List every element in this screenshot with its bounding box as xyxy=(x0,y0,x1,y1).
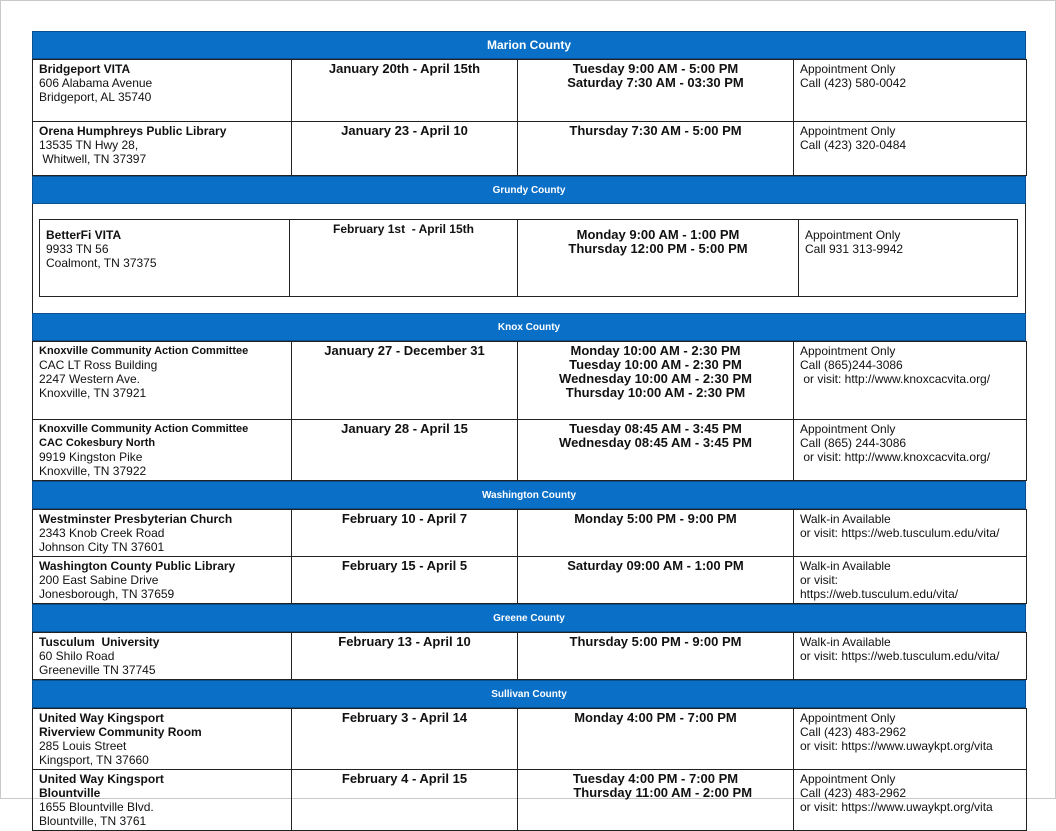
vita-sites-document xyxy=(32,31,1026,831)
date-range: February 13 - April 10 xyxy=(292,633,518,680)
site-cell xyxy=(33,557,292,604)
hours-line: Monday 5:00 PM - 9:00 PM xyxy=(574,511,737,526)
hours-cell xyxy=(518,420,794,481)
site-name: Westminster Presbyterian Church xyxy=(39,512,233,526)
date-range: February 10 - April 7 xyxy=(292,510,518,557)
hours-cell xyxy=(518,220,799,297)
notes-line: Walk-in Available xyxy=(800,559,891,573)
notes-link-line: or visit: https://web.tusculum.edu/vita/ xyxy=(800,649,1000,663)
hours-line: Thursday 12:00 PM - 5:00 PM xyxy=(568,241,748,256)
notes-link-line: or visit: http://www.knoxcacvita.org/ xyxy=(800,450,991,464)
site-address-line: CAC LT Ross Building xyxy=(39,358,158,372)
notes-cell xyxy=(794,342,1027,420)
hours-line: Tuesday 9:00 AM - 5:00 PM xyxy=(572,61,739,76)
county-header-knox xyxy=(32,313,1026,341)
date-range: January 27 - December 31 xyxy=(292,342,518,420)
hours-cell xyxy=(518,709,794,770)
hours-line: Saturday 7:30 AM - 03:30 PM xyxy=(567,75,744,90)
notes-link-line: or visit: https://www.uwaykpt.org/vita xyxy=(800,800,993,814)
site-name: United Way Kingsport xyxy=(39,711,164,725)
site-cell xyxy=(33,510,292,557)
table-row xyxy=(33,342,1027,420)
table-row xyxy=(40,220,1018,297)
grundy-container xyxy=(32,204,1026,313)
county-header-marion xyxy=(32,31,1026,59)
site-address-line: 13535 TN Hwy 28, xyxy=(39,138,139,152)
hours-line: Tuesday 4:00 PM - 7:00 PM xyxy=(572,771,739,786)
notes-cell xyxy=(794,122,1027,176)
notes-line: Call (865)244-3086 xyxy=(800,358,903,372)
hours-cell xyxy=(518,342,794,420)
site-address-line: Knoxville, TN 37921 xyxy=(39,386,147,400)
site-name: United Way Kingsport xyxy=(39,772,164,786)
site-subname: Blountville xyxy=(39,786,101,800)
county-title: Greene County xyxy=(493,612,565,624)
notes-cell xyxy=(794,60,1027,122)
site-name: Orena Humphreys Public Library xyxy=(39,124,227,138)
hours-line: Wednesday 08:45 AM - 3:45 PM xyxy=(559,435,752,450)
site-address-line: Greeneville TN 37745 xyxy=(39,663,156,677)
site-address-line: Whitwell, TN 37397 xyxy=(39,152,147,166)
site-address-line: Kingsport, TN 37660 xyxy=(39,753,149,767)
notes-line: Appointment Only xyxy=(800,344,896,358)
county-table-grundy xyxy=(39,219,1018,297)
hours-line: Thursday 11:00 AM - 2:00 PM xyxy=(558,785,753,800)
hours-cell xyxy=(518,770,794,831)
hours-line: Thursday 10:00 AM - 2:30 PM xyxy=(565,385,746,400)
site-cell xyxy=(33,709,292,770)
site-cell xyxy=(33,420,292,481)
site-address-line: 200 East Sabine Drive xyxy=(39,573,159,587)
hours-line: Monday 10:00 AM - 2:30 PM xyxy=(570,343,741,358)
site-name: Knoxville Community Action Committee xyxy=(39,345,249,357)
county-title: Sullivan County xyxy=(491,688,567,700)
county-header-washington xyxy=(32,481,1026,509)
date-range: February 3 - April 14 xyxy=(292,709,518,770)
site-address-line: Knoxville, TN 37922 xyxy=(39,464,147,478)
hours-line: Monday 9:00 AM - 1:00 PM xyxy=(576,227,740,242)
site-name: Bridgeport VITA xyxy=(39,62,131,76)
hours-cell xyxy=(518,60,794,122)
county-header-grundy xyxy=(32,176,1026,204)
notes-cell xyxy=(794,510,1027,557)
site-name: BetterFi VITA xyxy=(46,228,122,242)
notes-cell xyxy=(794,709,1027,770)
hours-line: Thursday 5:00 PM - 9:00 PM xyxy=(569,634,742,649)
notes-cell xyxy=(794,420,1027,481)
site-address-line: Blountville, TN 3761 xyxy=(39,814,147,828)
hours-line: Wednesday 10:00 AM - 2:30 PM xyxy=(559,371,752,386)
table-row xyxy=(33,633,1027,680)
notes-line: Call (423) 483-2962 xyxy=(800,725,907,739)
date-range: February 1st - April 15th xyxy=(290,220,518,297)
notes-cell xyxy=(799,220,1018,297)
notes-cell xyxy=(794,770,1027,831)
date-range: January 23 - April 10 xyxy=(292,122,518,176)
site-address-line: Jonesborough, TN 37659 xyxy=(39,587,175,601)
county-header-sullivan xyxy=(32,680,1026,708)
table-row xyxy=(33,510,1027,557)
hours-cell xyxy=(518,633,794,680)
site-address-line: 606 Alabama Avenue xyxy=(39,76,153,90)
notes-line: Appointment Only xyxy=(805,228,901,242)
notes-link-line: or visit: https://web.tusculum.edu/vita/ xyxy=(800,526,1000,540)
notes-link-line: https://web.tusculum.edu/vita/ xyxy=(800,587,959,601)
county-table-knox xyxy=(32,341,1027,481)
site-subname: CAC Cokesbury North xyxy=(39,437,156,449)
site-address-line: 9919 Kingston Pike xyxy=(39,450,143,464)
notes-link-line: or visit: http://www.knoxcacvita.org/ xyxy=(800,372,991,386)
notes-line: Appointment Only xyxy=(800,772,896,786)
date-range: January 20th - April 15th xyxy=(292,60,518,122)
site-address-line: 2343 Knob Creek Road xyxy=(39,526,165,540)
hours-cell xyxy=(518,557,794,604)
notes-line: Appointment Only xyxy=(800,711,896,725)
county-table-washington xyxy=(32,509,1027,604)
site-address-line: 285 Louis Street xyxy=(39,739,127,753)
site-cell xyxy=(33,633,292,680)
notes-line: Appointment Only xyxy=(800,422,896,436)
hours-cell xyxy=(518,510,794,557)
site-name: Washington County Public Library xyxy=(39,559,236,573)
hours-cell xyxy=(518,122,794,176)
notes-cell xyxy=(794,557,1027,604)
notes-link-line: or visit: https://www.uwaykpt.org/vita xyxy=(800,739,993,753)
site-address-line: 1655 Blountville Blvd. xyxy=(39,800,154,814)
site-cell xyxy=(33,60,292,122)
notes-line: Call (865) 244-3086 xyxy=(800,436,907,450)
hours-line: Monday 4:00 PM - 7:00 PM xyxy=(574,710,737,725)
site-address-line: 9933 TN 56 xyxy=(46,242,109,256)
site-address-line: 2247 Western Ave. xyxy=(39,372,140,386)
county-title: Washington County xyxy=(481,489,577,501)
site-cell xyxy=(33,122,292,176)
county-table-greene xyxy=(32,632,1027,680)
table-row xyxy=(33,122,1027,176)
notes-line: Call (423) 320-0484 xyxy=(800,138,907,152)
hours-line: Saturday 09:00 AM - 1:00 PM xyxy=(567,558,744,573)
county-title: Marion County xyxy=(487,38,571,52)
county-table-marion xyxy=(32,59,1027,176)
hours-line: Tuesday 08:45 AM - 3:45 PM xyxy=(569,421,742,436)
county-title: Grundy County xyxy=(492,184,566,196)
table-row xyxy=(33,770,1027,831)
site-subname: Riverview Community Room xyxy=(39,725,202,739)
site-cell xyxy=(33,770,292,831)
hours-line: Tuesday 10:00 AM - 2:30 PM xyxy=(569,357,742,372)
date-range: January 28 - April 15 xyxy=(292,420,518,481)
notes-line: Call (423) 483-2962 xyxy=(800,786,907,800)
notes-line: Call 931 313-9942 xyxy=(805,242,904,256)
date-range: February 15 - April 5 xyxy=(292,557,518,604)
table-row xyxy=(33,557,1027,604)
date-range: February 4 - April 15 xyxy=(292,770,518,831)
table-row xyxy=(33,420,1027,481)
site-address-line: Johnson City TN 37601 xyxy=(39,540,165,554)
county-title: Knox County xyxy=(497,321,561,333)
site-address-line: 60 Shilo Road xyxy=(39,649,115,663)
notes-line: Appointment Only xyxy=(800,124,896,138)
notes-line: Call (423) 580-0042 xyxy=(800,76,907,90)
table-row xyxy=(33,709,1027,770)
notes-line: Appointment Only xyxy=(800,62,896,76)
site-cell xyxy=(40,220,290,297)
site-name: Tusculum University xyxy=(39,635,160,649)
notes-cell xyxy=(794,633,1027,680)
site-address-line: Coalmont, TN 37375 xyxy=(46,256,157,270)
hours-line: Thursday 7:30 AM - 5:00 PM xyxy=(569,123,742,138)
notes-line: Walk-in Available xyxy=(800,512,891,526)
table-row xyxy=(33,60,1027,122)
notes-line: Walk-in Available xyxy=(800,635,891,649)
county-header-greene xyxy=(32,604,1026,632)
county-table-sullivan xyxy=(32,708,1027,831)
notes-line: or visit: xyxy=(800,573,839,587)
site-address-line: Bridgeport, AL 35740 xyxy=(39,90,152,104)
site-cell xyxy=(33,342,292,420)
site-name: Knoxville Community Action Committee xyxy=(39,423,249,435)
